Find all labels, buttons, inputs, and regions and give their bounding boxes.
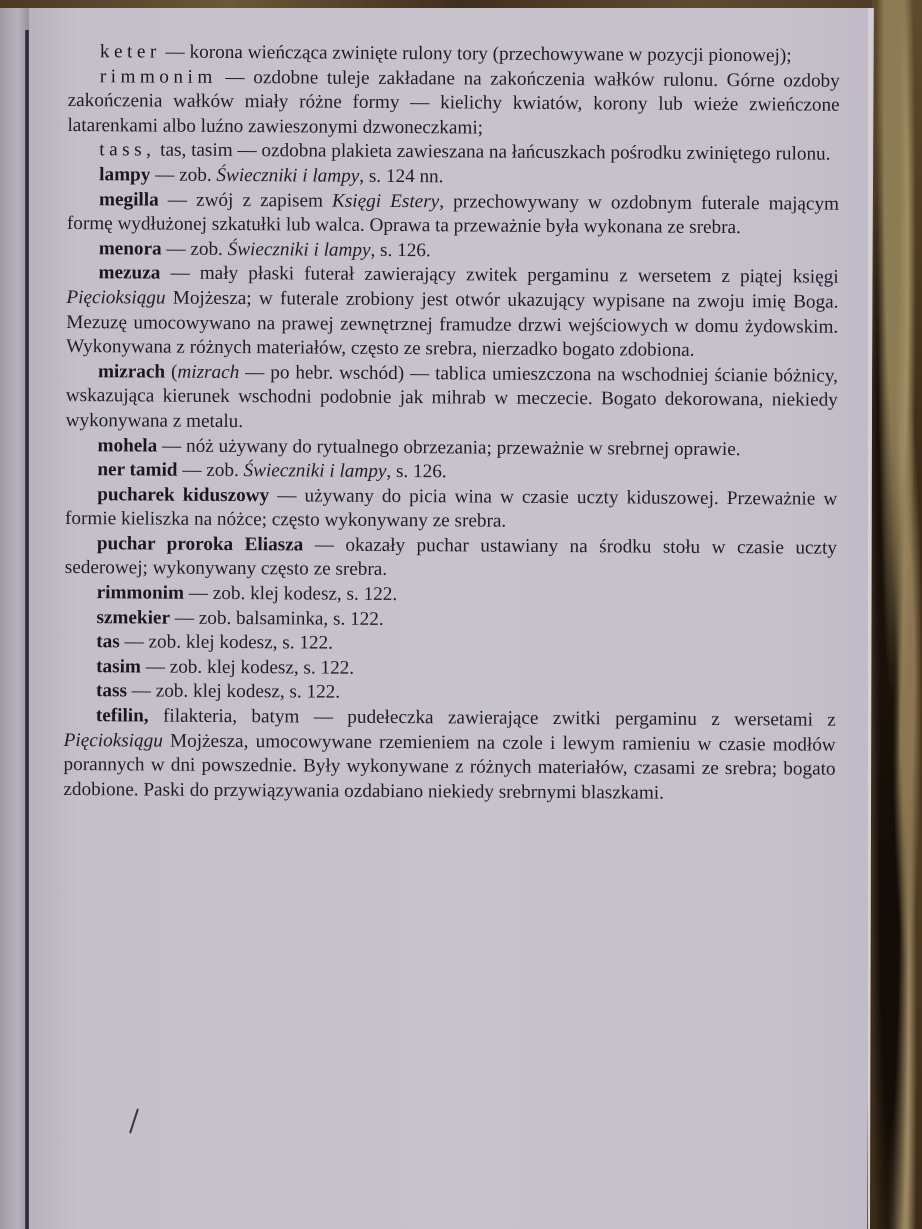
entry-reference-title: Księgi Estery [332, 190, 440, 212]
glossary-entry-puchar-proroka-eliasza [65, 532, 837, 586]
glossary-text [63, 40, 840, 807]
entry-definition: — zob. klej kodesz, s. 122. [126, 680, 341, 704]
entry-reference-title: Świeczniki i lampy [243, 460, 387, 483]
entry-term: keter [99, 41, 161, 63]
glossary-entry-pucharek-kiduszowy [65, 483, 837, 537]
carpet-background-right [872, 0, 922, 1229]
entry-term: pucharek kiduszowy [97, 483, 270, 506]
entry-reference-title: Świeczniki i lampy [227, 238, 371, 261]
entry-reference-title: Pięcioksiągu [63, 729, 163, 752]
entry-definition: — zob. balsaminka, s. 122. [169, 607, 384, 630]
entry-definition: — używany do picia wina w czasie uczty kiduszowej. Przeważnie w formie kieliszka na nóżce; często wykonywany ze srebra. [65, 484, 838, 532]
glossary-entry-megilla [67, 188, 839, 242]
entry-term: mizrach [97, 360, 166, 383]
entry-term: lampy [99, 164, 151, 186]
glossary-entry-mizrach [66, 360, 838, 438]
entry-term: puchar proroka Eliasza [96, 533, 304, 556]
entry-definition: — okazały puchar ustawiany na środku stołu w czasie uczty sederowej; wykonywany często ze srebra. [64, 534, 837, 581]
entry-definition-tail: — po hebr. wschód) — tablica umieszczona na wschodniej ścianie bóżnicy, wskazująca kierunek wschodni podobnie jak mihrab w meczecie. Bogato dekorowana, niekiedy wykonywana z metalu. [65, 361, 839, 432]
entry-italic-term: mizrach [177, 361, 240, 383]
entry-term: ner tamid [97, 459, 178, 481]
entry-term: mohela [97, 434, 158, 457]
entry-term: megilla [98, 188, 159, 211]
entry-definition: — zob. klej kodesz, s. 122. [140, 656, 355, 679]
entry-term: rimmonim [96, 582, 185, 604]
entry-definition: — zob. klej kodesz, s. 122. [119, 631, 334, 654]
entry-definition: — nóż używany do rytualnego obrzezania; przeważnie w srebrnej oprawie. [157, 435, 741, 460]
entry-definition: filakteria, batym — pudełeczka zawierające zwitki pergaminu z wersetami z [148, 705, 836, 731]
entry-definition: — mały płaski futerał zawierający zwitek pergaminu z wersetem z piątej księgi [160, 262, 839, 289]
entry-definition-tail: , przechowywany w ozdobnym futerale mającym formę wydłużonej szkatułki lub walca. Oprawa ta przeważnie była wykonana ze srebra. [66, 190, 840, 239]
book-gutter [25, 30, 29, 1229]
entry-definition: — zob. [177, 459, 244, 482]
glossary-entry-mezuza [66, 261, 839, 364]
entry-definition: — ozdobne tuleje zakładane na zakończenia wałków rulonu. Górne ozdoby zakończenia wałków miały różne formy — kielichy kwiatów, korony lub wieże zwieńczone latarenkami albo luźno zawieszonymi dzwoneczkami; [67, 66, 840, 139]
entry-reference-title: Pięcioksiągu [66, 286, 166, 309]
entry-definition-tail: , s. 126. [370, 239, 431, 261]
entry-term: tass, [99, 139, 156, 161]
entry-term: tefilin, [95, 705, 149, 727]
entry-definition: — zwój z zapisem [158, 189, 333, 212]
entry-term: menora [98, 237, 162, 260]
glossary-entry-tefilin [63, 704, 836, 807]
entry-reference-title: Świeczniki i lampy [216, 164, 360, 187]
entry-definition-tail: Mojżesza, umocowywane rzemieniem na czole i lewym ramieniu w czasie modłów porannych w dni powszednie. Były wykonywane z różnych materiałów, czasami ze srebra; bogato zdobione. Paski do przywiązywania ozdabiano niekiedy srebrnymi blaszkami. [63, 730, 836, 804]
entry-term: tas [96, 631, 120, 653]
entry-definition-tail: Mojżesza; w futerale zrobiony jest otwór ukazujący wypisane na zwoju imię Boga. Mezuzę umocowywano na prawej zewnętrznej framudze drzwi wejściowych w domu żydowskim. Wykonywana z różnych materiałów, często ze srebra, nierzadko bogato zdobiona. [66, 287, 839, 361]
entry-definition: — korona wieńcząca zwinięte rulony tory (przechowywane w pozycji pionowej); [160, 41, 792, 67]
entry-definition-tail: , s. 124 nn. [359, 165, 444, 188]
entry-definition: — zob. [150, 164, 217, 186]
entry-definition: tas, tasim — ozdobna plakieta zawieszana na łańcuszkach pośrodku zwiniętego rulonu. [155, 139, 831, 166]
entry-term: rimmonim [99, 65, 217, 88]
entry-term: szmekier [96, 606, 171, 629]
entry-definition: — zob. klej kodesz, s. 122. [183, 582, 398, 606]
entry-term: tass [95, 680, 128, 702]
glossary-entry-rimmonim [67, 65, 839, 143]
entry-definition: ( [165, 361, 178, 383]
entry-term: tasim [96, 656, 142, 678]
entry-definition: — zob. [161, 238, 228, 260]
entry-term: mezuza [98, 262, 161, 284]
entry-definition-tail: , s. 126. [386, 461, 447, 483]
